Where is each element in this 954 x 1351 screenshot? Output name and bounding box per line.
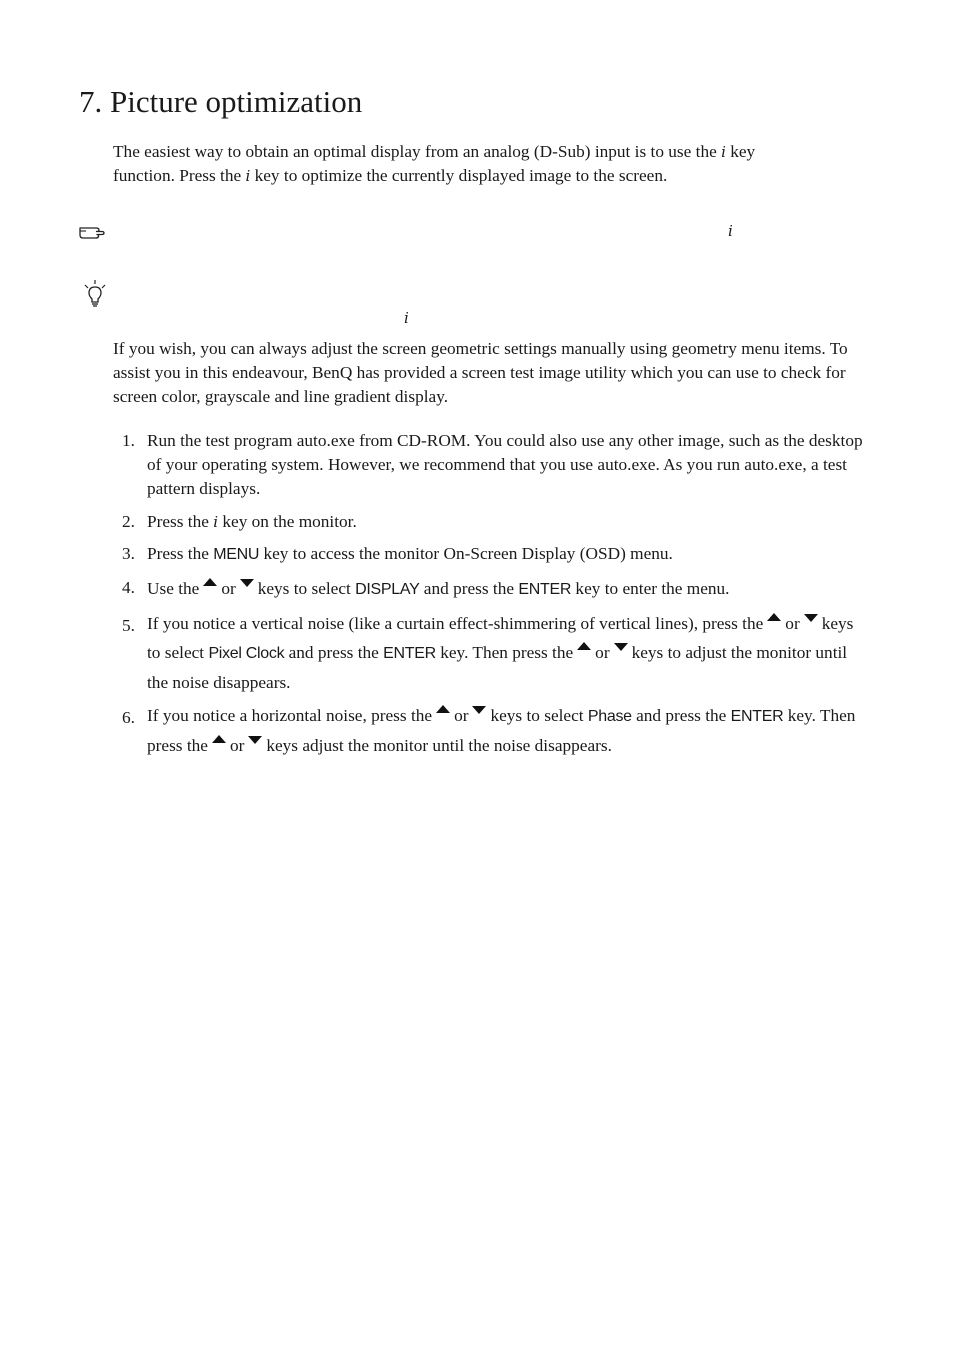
- i-key-symbol: i: [728, 222, 733, 240]
- step-text-part: and press the: [423, 579, 515, 598]
- step-text-part: or: [454, 706, 469, 725]
- display-menu-label: DISPLAY: [355, 581, 420, 598]
- step-text-part: key to access the monitor On-Screen Display (OSD) menu.: [263, 544, 673, 563]
- triangle-up-icon: [577, 640, 591, 654]
- step-text-part: or: [595, 643, 610, 662]
- step-text-part: If you notice a vertical noise (like a curtain effect-shimmering of vertical lines), press the: [147, 614, 764, 633]
- step-text-part: key on the monitor.: [222, 512, 357, 531]
- step-text-part: If you notice a horizontal noise, press the: [147, 706, 433, 725]
- intro-text-2: key: [730, 142, 756, 161]
- step-text: [147, 542, 867, 567]
- intro-paragraph: [113, 140, 853, 188]
- triangle-down-icon: [804, 611, 818, 625]
- enter-key-label: ENTER: [383, 645, 436, 662]
- menu-key-label: MENU: [213, 546, 260, 563]
- triangle-up-icon: [436, 703, 450, 717]
- step-text-part: or: [221, 579, 236, 598]
- step-text-part: key to enter the menu.: [575, 579, 730, 598]
- intro-text-3: function. Press the: [113, 166, 242, 185]
- intro-text-4: key to optimize the currently displayed image to the screen.: [254, 166, 668, 185]
- step-text-part: Press the: [147, 544, 209, 563]
- step-number: 2.: [122, 512, 135, 531]
- step-number: 1.: [122, 431, 135, 450]
- step-text-part: and press the: [636, 706, 727, 725]
- intro-text-1: The easiest way to obtain an optimal display from an analog (D-Sub) input is to use the: [113, 142, 717, 161]
- pixel-clock-label: Pixel Clock: [208, 645, 285, 662]
- triangle-down-icon: [240, 576, 254, 590]
- i-key-symbol: i: [721, 143, 726, 161]
- step-text: [147, 510, 867, 534]
- triangle-up-icon: [203, 576, 217, 590]
- step-text-part: Press the: [147, 512, 209, 531]
- step-text: [147, 701, 867, 760]
- step-text-part: keys adjust the monitor until the noise disappears.: [266, 736, 612, 755]
- triangle-down-icon: [472, 703, 486, 717]
- step-text-part: Use the: [147, 579, 200, 598]
- step-text-part: and press the: [288, 643, 379, 662]
- step-text-part: key. Then press the: [440, 643, 574, 662]
- step-number: 4.: [122, 578, 135, 597]
- step-text-part: keys to select: [147, 614, 854, 662]
- step-text-part: keys to select: [490, 706, 584, 725]
- triangle-up-icon: [767, 611, 781, 625]
- lightbulb-icon: [82, 279, 108, 309]
- phase-label: Phase: [587, 708, 632, 725]
- step-text: [147, 576, 867, 602]
- triangle-down-icon: [614, 640, 628, 654]
- step-text: [147, 609, 867, 697]
- step-number: 3.: [122, 544, 135, 563]
- i-key-symbol: i: [213, 513, 219, 531]
- step-number: 5.: [122, 616, 135, 635]
- step-text-part: or: [785, 614, 800, 633]
- triangle-down-icon: [248, 733, 262, 747]
- manual-adjust-paragraph: If you wish, you can always adjust the screen geometric settings manually using geometry menu items. To assist you in this endeavour, BenQ has provided a screen test image utility which you can use to check for screen color, grayscale and line gradient display.: [113, 339, 848, 406]
- enter-key-label: ENTER: [518, 581, 572, 598]
- step-text-part: key. Then press the: [147, 706, 856, 755]
- i-key-symbol: i: [404, 309, 409, 327]
- step-text-part: or: [229, 736, 245, 755]
- step-number: 6.: [122, 708, 135, 727]
- pointing-hand-icon: [78, 222, 106, 242]
- step-text-part: keys to adjust the monitor until the noise disappears.: [147, 643, 848, 692]
- page-title: 7. Picture optimization: [79, 84, 363, 119]
- i-key-symbol: i: [245, 167, 251, 185]
- step-text-part: keys to select: [257, 579, 351, 598]
- enter-key-label: ENTER: [730, 708, 784, 725]
- step-text: Run the test program auto.exe from CD-ROM. You could also use any other image, such as the desktop of your operating system. However, we recommend that you use auto.exe. As you run auto.exe, a test pattern displays.: [147, 431, 863, 498]
- triangle-up-icon: [212, 733, 226, 747]
